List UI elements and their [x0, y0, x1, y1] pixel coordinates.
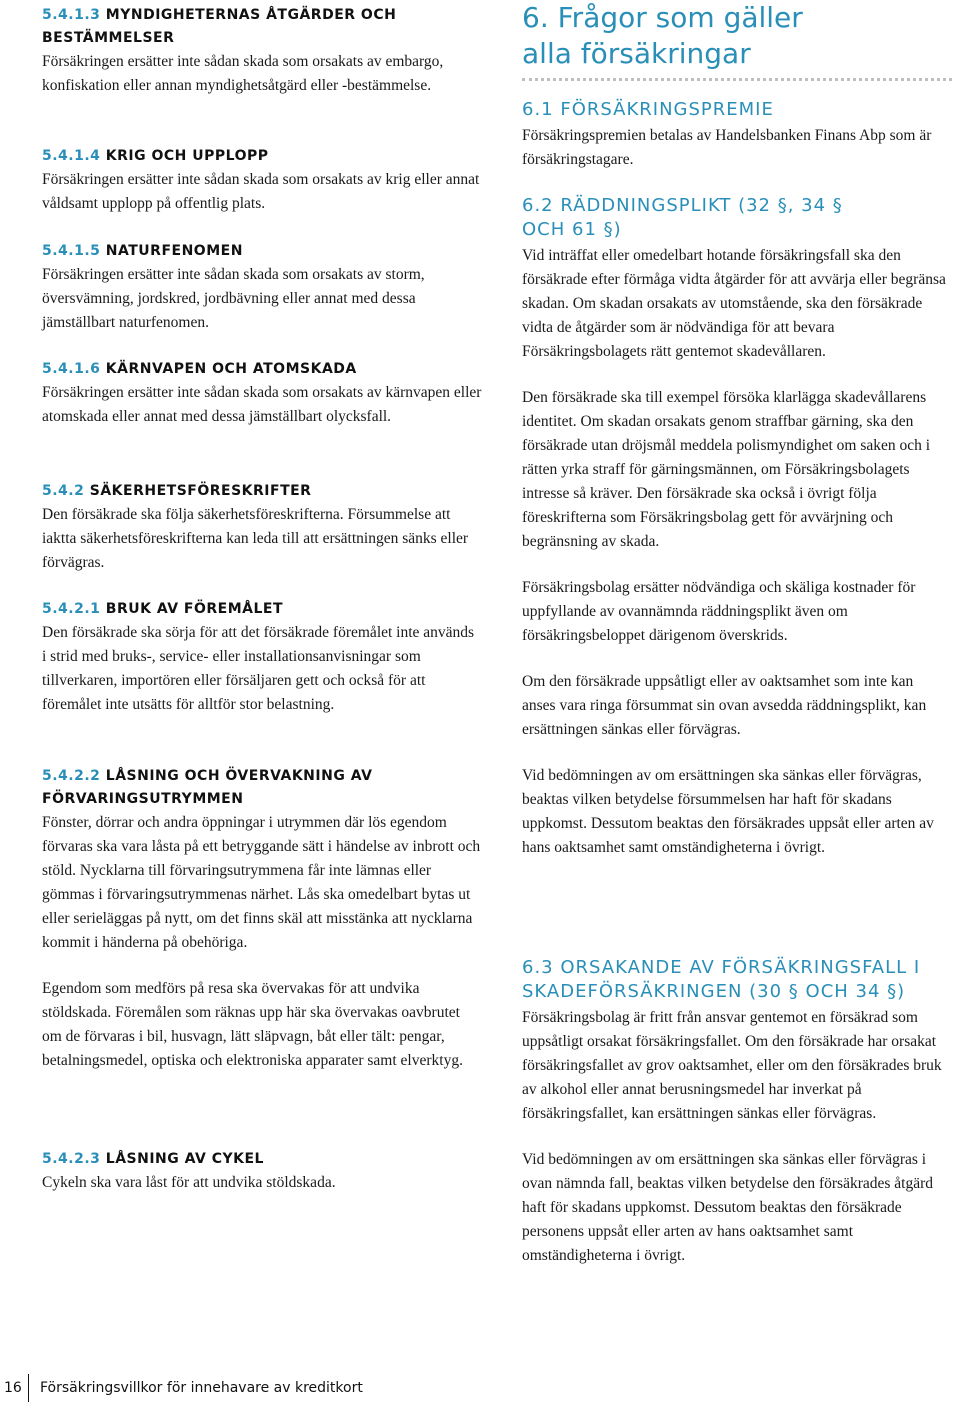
section-text: Den försäkrade ska följa säkerhetsföreskrifterna. Försummelse att iaktta säkerhetsföreskrifterna kan leda till att ersättningen sänks eller förvägras.	[42, 506, 469, 571]
section-heading: 5.4.1.6 KÄRNVAPEN OCH ATOMSKADA	[42, 361, 357, 377]
section-6-2	[522, 194, 950, 860]
section-text: Försäkringen ersätter inte sådan skada som orsakats av kärnvapen eller atomskada eller annat med dessa jämställbart olycksfall.	[42, 384, 482, 425]
section-text: Vid bedömningen av om ersättningen ska sänkas eller förvägras, beaktas vilken betydelse försummelsen har haft för skadans uppkomst. Dessutom beaktas den försäkrades uppsåt eller arten av hans oaktsamhet samt omständigheterna i övrigt.	[522, 767, 934, 856]
section-5-4-1-3	[42, 4, 482, 98]
section-text: Den försäkrade ska till exempel försöka klarlägga skadevållarens identitet. Om skadan orsakats genom straffbar gärning, ska den försäkrade utan dröjsmål meddela polismyndighet om saken och i rätten yrka straff för gärningsmännen, om Försäkringsbolagets intresse så kräver. Den försäkrade ska också i övrigt följa föreskrifterna som Försäkringsbolag gett för avvärjning och begränsning av skada.	[522, 389, 931, 550]
section-text: Försäkringen ersätter inte sådan skada som orsakats av storm, översvämning, jordskred, jordbävning eller annat med dessa jämställbart naturfenomen.	[42, 266, 425, 331]
section-heading: 6.1 FÖRSÄKRINGSPREMIE	[522, 99, 774, 120]
chapter-title: 6. Frågor som gäller alla försäkringar	[522, 1, 803, 70]
section-text: Vid inträffat eller omedelbart hotande försäkringsfall ska den försäkrade efter förmåga vidta åtgärder för att avvärja eller begränsa skadan. Om skadan orsakats av utomstående, ska den försäkrade vidta de åtgärder som är nödvändiga för att bevara Försäkringsbolagets rätt gentemot skadevållaren.	[522, 247, 946, 360]
section-heading: 5.4.2.3 LÅSNING AV CYKEL	[42, 1151, 264, 1167]
section-text: Om den försäkrade uppsåtligt eller av oaktsamhet som inte kan anses vara ringa försummat sin ovan avsedda räddningsplikt, kan ersättningen sänkas eller förvägras.	[522, 673, 927, 738]
section-text: Vid bedömningen av om ersättningen ska sänkas eller förvägras i ovan nämnda fall, beaktas vilken betydelse den försäkrades åtgärd haft för skadans uppkomst. Dessutom beaktas den försäkrade personens uppsåt eller arten av hans oaktsamhet samt omständigheterna i övrigt.	[522, 1151, 934, 1264]
document-title: Försäkringsvillkor för innehavare av kreditkort	[40, 1380, 363, 1396]
section-5-4-2-2	[42, 765, 482, 1073]
chapter-6	[522, 0, 950, 81]
section-text: Fönster, dörrar och andra öppningar i utrymmen där lös egendom förvaras ska vara låsta på ett betryggande sätt i händelse av inbrott och stöld. Nycklarna till förvaringsutrymmena får inte lämnas eller gömmas i förvaringsutrymmenas närhet. Lås ska omedelbart bytas ut eller serieläggas på nytt, om det finns skäl att misstänka att nycklarna kommit i händerna på obehöriga.	[42, 814, 481, 951]
section-text: Försäkringspremien betalas av Handelsbanken Finans Abp som är försäkringstagare.	[522, 127, 932, 168]
section-text: Försäkringen ersätter inte sådan skada som orsakats av embargo, konfiskation eller annan myndighetsåtgärd eller -bestämmelse.	[42, 53, 444, 94]
section-heading: 5.4.2.1 BRUK AV FÖREMÅLET	[42, 601, 284, 617]
section-text: Försäkringsbolag är fritt från ansvar gentemot en försäkrad som uppsåtligt orsakat försäkringsfallet. Om den försäkrade har orsakat försäkringsfallet av grov oaktsamhet, eller om den försäkrades bruk av alkohol eller annat berusningsmedel har inverkat på försäkringsfallet, kan ersättningen sänkas eller förvägras.	[522, 1009, 942, 1122]
section-5-4-1-4	[42, 145, 482, 216]
section-heading: 6.3 ORSAKANDE AV FÖRSÄKRINGSFALL I SKADEFÖRSÄKRINGEN (30 § OCH 34 §)	[522, 957, 921, 1002]
page-number: 16	[4, 1380, 22, 1396]
section-heading: 5.4.1.5 NATURFENOMEN	[42, 243, 243, 259]
section-6-3	[522, 956, 950, 1268]
section-text: Försäkringsbolag ersätter nödvändiga och skäliga kostnader för uppfyllande av ovannämnda räddningsplikt även om försäkringsbeloppet därigenom överskrids.	[522, 579, 916, 644]
section-heading: 6.2 RÄDDNINGSPLIKT (32 §, 34 § OCH 61 §)	[522, 195, 843, 240]
section-text: Försäkringen ersätter inte sådan skada som orsakats av krig eller annat våldsamt upplopp på offentlig plats.	[42, 171, 480, 212]
section-text: Den försäkrade ska sörja för att det försäkrade föremålet inte används i strid med bruks-, service- eller installationsanvisningar som tillverkaren, importören eller försäljaren gett och också för att föremålet inte utsätts för alltför stor belastning.	[42, 624, 475, 713]
section-heading: 5.4.1.4 KRIG OCH UPPLOPP	[42, 148, 269, 164]
section-6-1	[522, 98, 950, 172]
section-text: Cykeln ska vara låst för att undvika stöldskada.	[42, 1174, 336, 1191]
section-heading: 5.4.2 SÄKERHETSFÖRESKRIFTER	[42, 483, 312, 499]
section-text-2: Egendom som medförs på resa ska övervakas för att undvika stöldskada. Föremålen som räknas upp här ska övervakas oavbrutet om de förvaras i bil, husvagn, lätt släpvagn, båt eller tält: pengar, betalningsmedel, optiska och elektroniska apparater samt elverktyg.	[42, 980, 463, 1069]
section-5-4-1-5	[42, 240, 482, 335]
section-5-4-2-1	[42, 598, 482, 717]
dotted-divider	[522, 78, 952, 81]
section-5-4-1-6	[42, 358, 482, 429]
section-heading: 5.4.2.2 LÅSNING OCH ÖVERVAKNING AV FÖRVARINGSUTRYMMEN	[42, 768, 373, 807]
section-5-4-2-3	[42, 1148, 482, 1195]
section-5-4-2	[42, 480, 482, 575]
section-heading: 5.4.1.3 MYNDIGHETERNAS ÅTGÄRDER OCH BESTÄMMELSER	[42, 7, 397, 46]
footer-divider	[28, 1374, 29, 1402]
